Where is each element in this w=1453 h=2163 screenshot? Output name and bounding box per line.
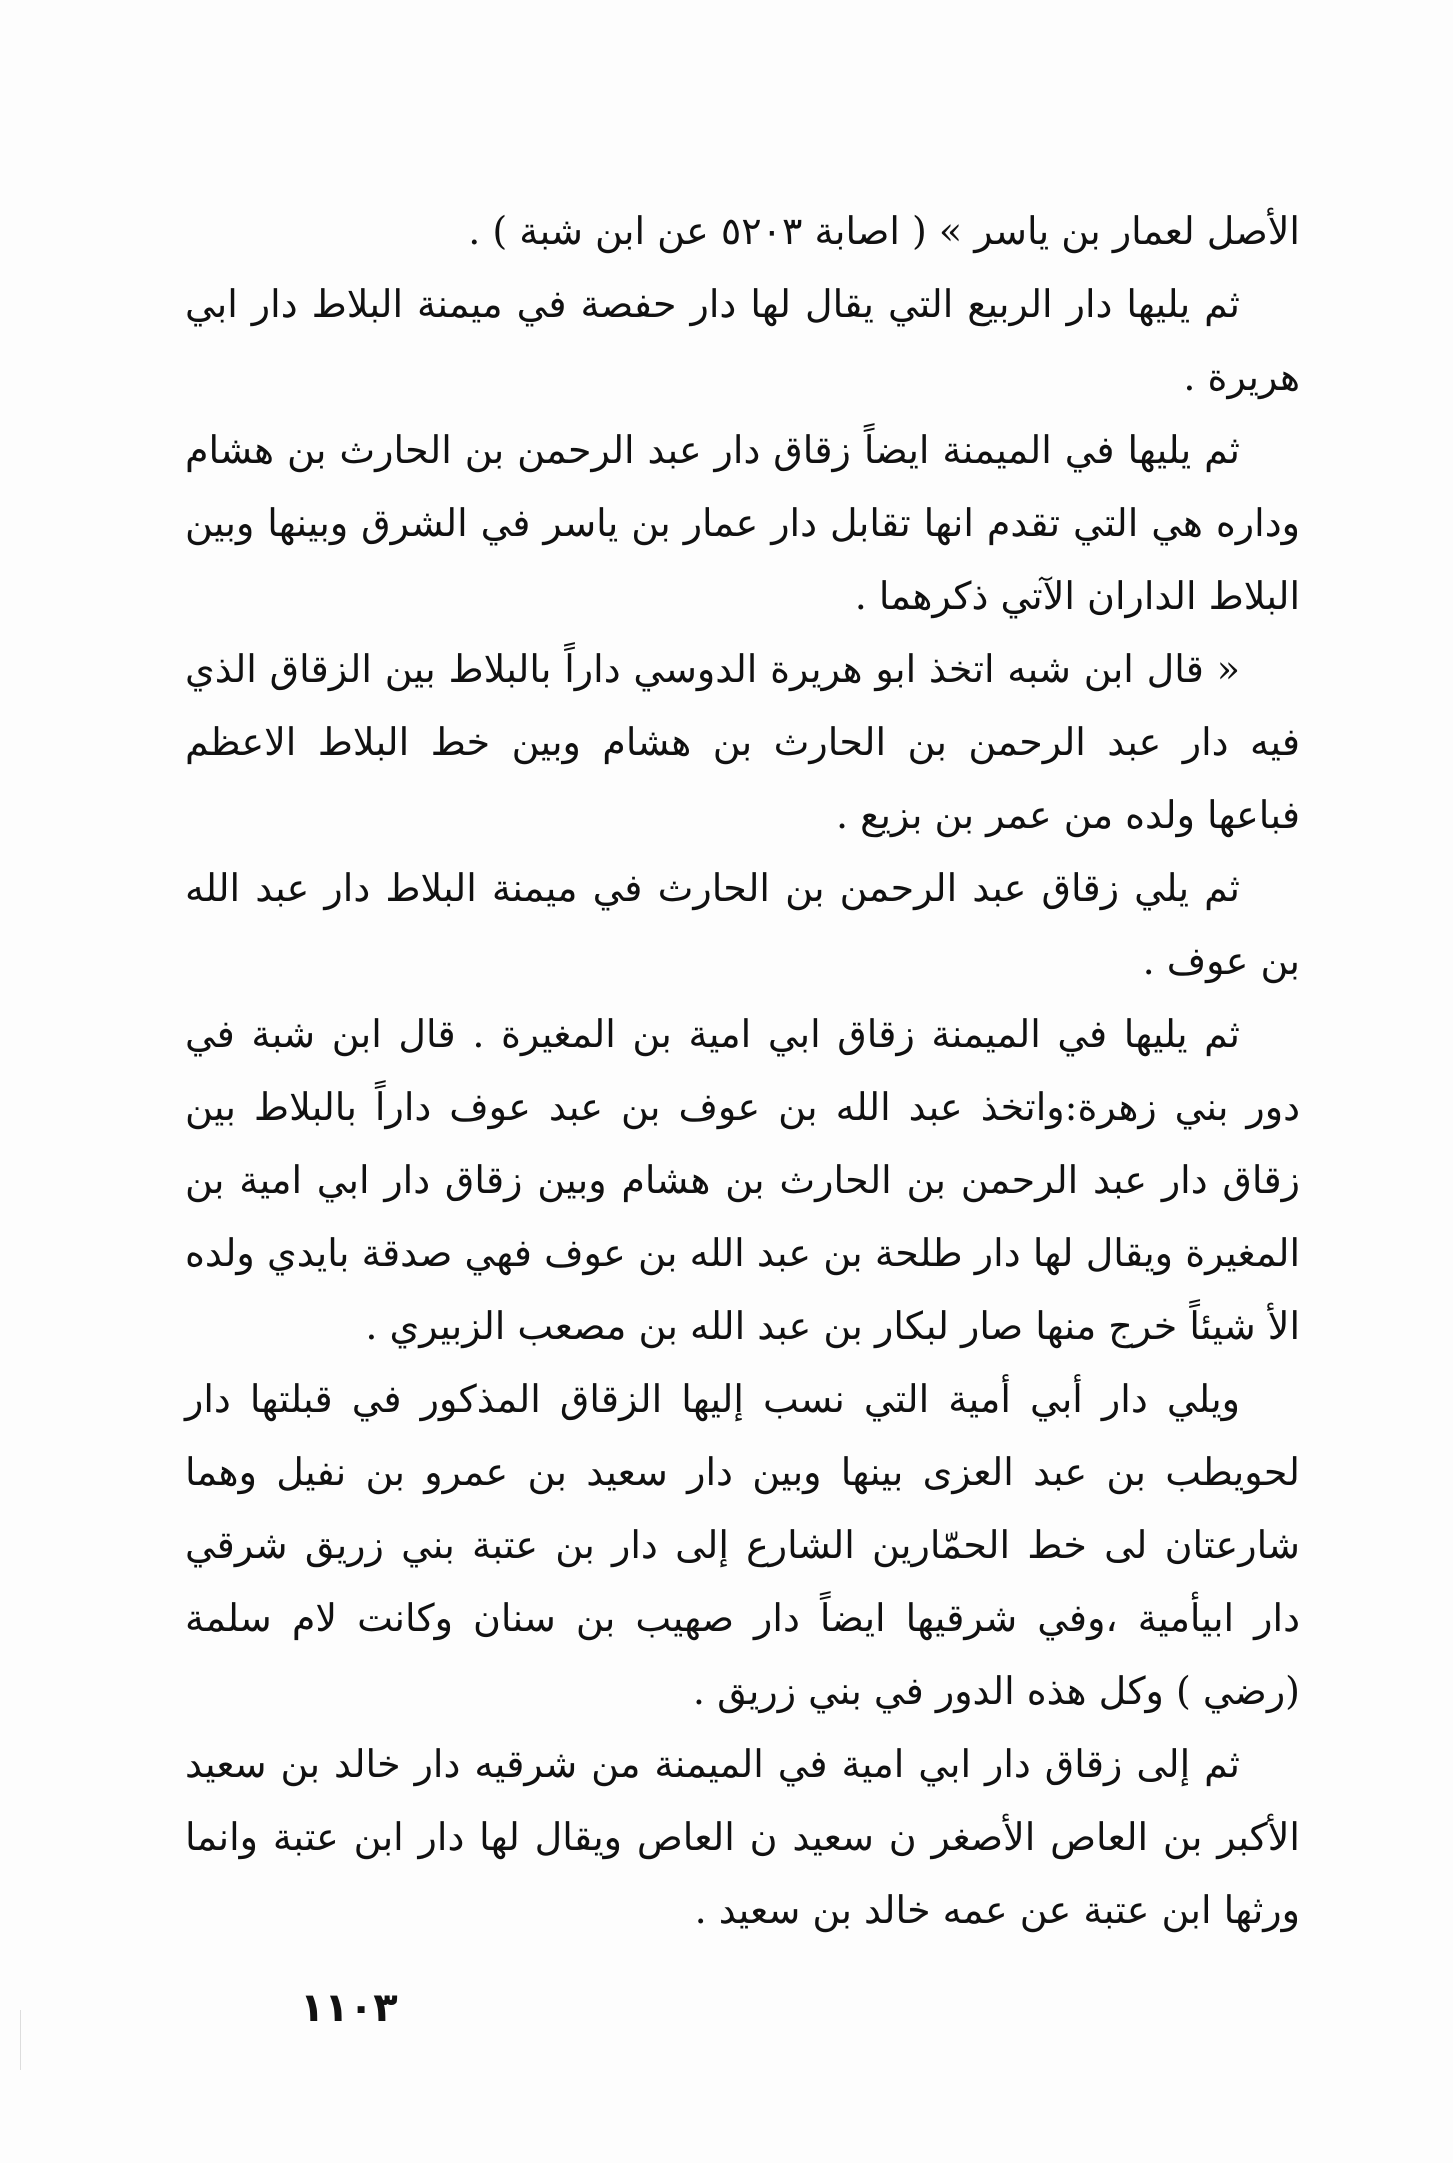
paragraph-8: ثم إلى زقاق دار ابي امية في الميمنة من شرقيه دار خالد بن سعيد الأكبر بن العاص الأصغر ن سعيد ن العاص ويقال لها دار ابن عتبة وانما ورثها ابن عتبة عن عمه خالد بن سعيد . (185, 1742, 1300, 1932)
paragraph-7: ويلي دار أبي أمية التي نسب إليها الزقاق المذكور في قبلتها دار لحويطب بن عبد العزى بينها وبين دار سعيد بن عمرو بن نفيل وهما شارعتان لى خط الحمّارين الشارع إلى دار بن عتبة بني زريق شرقي دار ابيأمية ،وفي شرقيها ايضاً دار صهيب بن سنان وكانت لام سلمة (رضي ) وكل هذه الدور في بني زريق . (185, 1377, 1300, 1713)
paragraph-2: ثم يليها دار الربيع التي يقال لها دار حفصة في ميمنة البلاط دار ابي هريرة . (185, 282, 1300, 399)
scan-edge-mark (20, 2010, 21, 2070)
paragraph-6: ثم يليها في الميمنة زقاق ابي امية بن المغيرة . قال ابن شبة في دور بني زهرة:واتخذ عبد الله بن عوف بن عبد عوف داراً بالبلاط بين زقاق دار عبد الرحمن بن الحارث بن هشام وبين زقاق دار ابي امية بن المغيرة ويقال لها دار طلحة بن عبد الله بن عوف فهي صدقة بايدي ولده الأ شيئاً خرج منها صار لبكار بن عبد الله بن مصعب الزبيري . (185, 1012, 1300, 1348)
page-number: ١١٠٣ (300, 1985, 398, 2031)
paragraph-1: الأصل لعمار بن ياسر » ( اصابة ٥٢٠٣ عن ابن شبة ) . (468, 209, 1300, 253)
body-text (185, 195, 1300, 1947)
paragraph-4: « قال ابن شبه اتخذ ابو هريرة الدوسي داراً بالبلاط بين الزقاق الذي فيه دار عبد الرحمن بن الحارث بن هشام وبين خط البلاط الاعظم فباعها ولده من عمر بن بزيع . (185, 647, 1300, 837)
paragraph-3: ثم يليها في الميمنة ايضاً زقاق دار عبد الرحمن بن الحارث بن هشام وداره هي التي تقدم انها تقابل دار عمار بن ياسر في الشرق وبينها وبين البلاط الداران الآتي ذكرهما . (185, 428, 1300, 618)
paragraph-5: ثم يلي زقاق عبد الرحمن بن الحارث في ميمنة البلاط دار عبد الله بن عوف . (185, 866, 1300, 983)
